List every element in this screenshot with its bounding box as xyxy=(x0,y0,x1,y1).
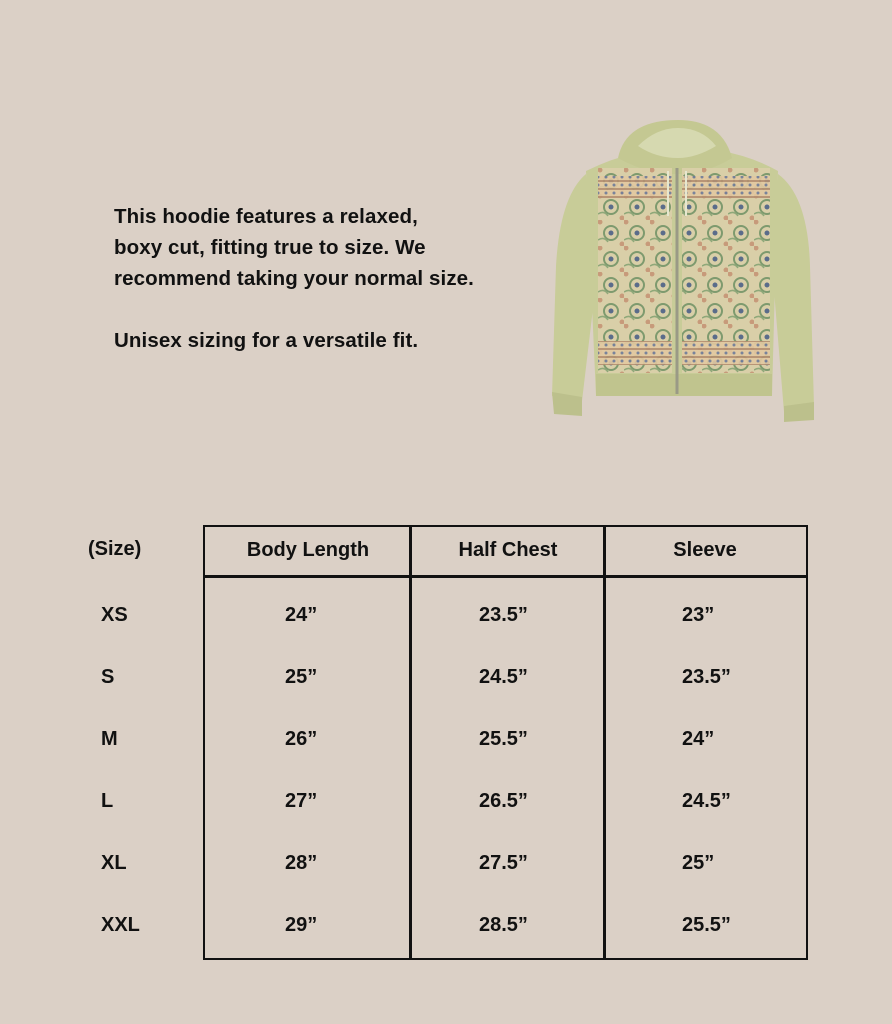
cell-sleeve: 25” xyxy=(682,852,715,874)
description-line: recommend taking your normal size. xyxy=(114,267,474,290)
size-label-xs: XS xyxy=(101,604,128,626)
cell-half-chest: 24.5” xyxy=(479,666,528,688)
cell-body-length: 24” xyxy=(285,604,318,626)
cell-half-chest: 28.5” xyxy=(479,914,528,936)
header-sleeve: Sleeve xyxy=(673,539,737,561)
size-label-m: M xyxy=(101,728,118,750)
product-description xyxy=(114,201,534,356)
cell-body-length: 26” xyxy=(285,728,318,750)
column-divider xyxy=(603,527,606,958)
cell-half-chest: 25.5” xyxy=(479,728,528,750)
size-column-header: (Size) xyxy=(88,538,142,560)
cell-half-chest: 27.5” xyxy=(479,852,528,874)
description-paragraph xyxy=(114,201,534,294)
header-half-chest: Half Chest xyxy=(458,539,558,561)
size-label-l: L xyxy=(101,790,114,812)
cell-sleeve: 25.5” xyxy=(682,914,731,936)
cell-sleeve: 23” xyxy=(682,604,715,626)
cell-body-length: 28” xyxy=(285,852,318,874)
size-label-xl: XL xyxy=(101,852,127,874)
cell-sleeve: 24” xyxy=(682,728,715,750)
cell-body-length: 25” xyxy=(285,666,318,688)
header-divider xyxy=(205,575,806,578)
description-line: This hoodie features a relaxed, xyxy=(114,205,418,228)
cell-half-chest: 26.5” xyxy=(479,790,528,812)
cell-sleeve: 23.5” xyxy=(682,666,731,688)
column-divider xyxy=(409,527,412,958)
size-chart-table xyxy=(203,525,808,960)
cell-body-length: 29” xyxy=(285,914,318,936)
hoodie-image xyxy=(546,116,821,426)
cell-sleeve: 24.5” xyxy=(682,790,731,812)
description-line: boxy cut, fitting true to size. We xyxy=(114,236,426,259)
unisex-note: Unisex sizing for a versatile fit. xyxy=(114,329,419,352)
cell-body-length: 27” xyxy=(285,790,318,812)
cell-half-chest: 23.5” xyxy=(479,604,528,626)
size-label-s: S xyxy=(101,666,115,688)
header-body-length: Body Length xyxy=(246,539,370,561)
size-label-xxl: XXL xyxy=(101,914,140,936)
